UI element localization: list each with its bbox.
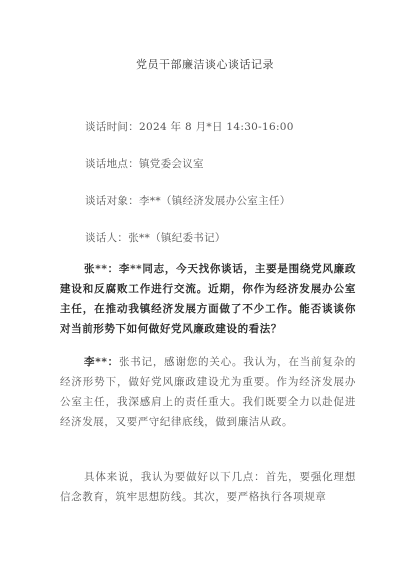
answer-paragraph-2 bbox=[60, 467, 356, 507]
question-paragraph bbox=[60, 259, 356, 339]
question-speaker: 张**： bbox=[84, 263, 119, 275]
answer-paragraph-1 bbox=[60, 352, 356, 432]
answer-text-2: 具体来说，我认为要做好以下几点：首先，要强化理想信念教育，筑牢思想防线。其次，要严格执行各项规章 bbox=[60, 471, 356, 503]
meeting-time: 谈话时间：2024 年 8 月*日 14:30-16:00 bbox=[85, 121, 294, 133]
answer-speaker: 李**： bbox=[84, 356, 119, 368]
question-text: 李**同志，今天找你谈话，主要是围绕党风廉政建设和反腐败工作进行交流。近期，你作为经济发展办公室主任，在推动我镇经济发展方面做了不少工作。能否谈谈你对当前形势下如何做好党风廉政建设的看法？ bbox=[60, 263, 356, 335]
meeting-target: 谈话对象：李**（镇经济发展办公室主任） bbox=[85, 195, 291, 207]
answer-text-1: 张书记，感谢您的关心。我认为，在当前复杂的经济形势下，做好党风廉政建设尤为重要。作为经济发展办公室主任，我深感肩上的责任重大。我们既要全力以赴促进经济发展，又要严守纪律底线，做到廉洁从政。 bbox=[60, 356, 356, 428]
meeting-place: 谈话地点：镇党委会议室 bbox=[85, 158, 204, 170]
document-title: 党员干部廉洁谈心谈话记录 bbox=[136, 58, 274, 71]
meeting-speaker: 谈话人：张**（镇纪委书记） bbox=[85, 232, 226, 244]
